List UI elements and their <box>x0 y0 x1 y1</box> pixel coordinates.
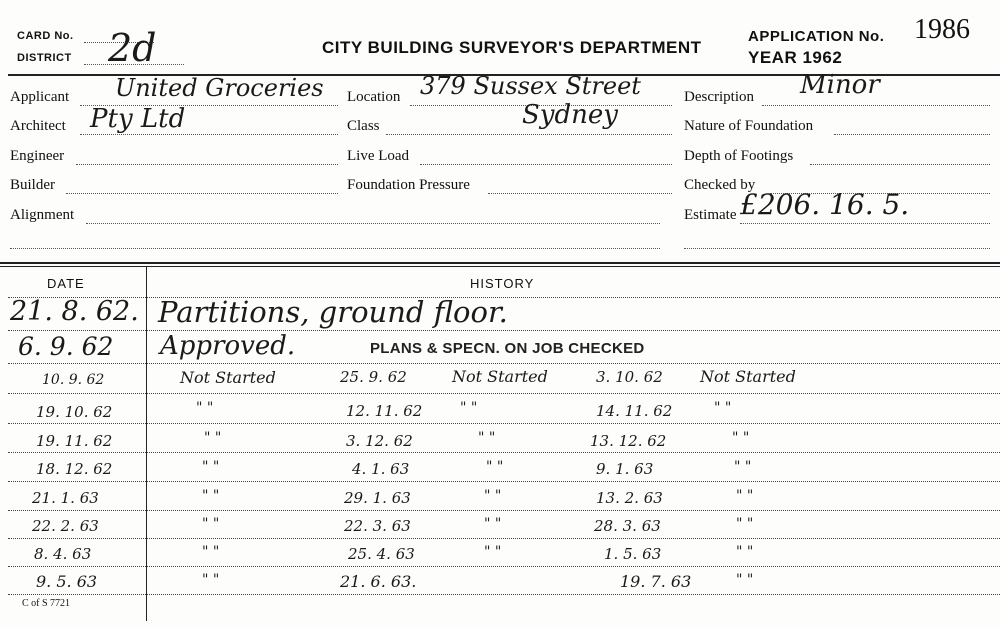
row-entry: Not Started <box>700 367 796 386</box>
row-date-2: 29. 1. 63 <box>344 489 411 507</box>
ditto-mark: " " <box>204 430 222 446</box>
table-top-rule-2 <box>0 266 1000 267</box>
row-line <box>8 452 1000 453</box>
ditto-mark: " " <box>484 516 502 532</box>
location-label: Location <box>347 89 401 105</box>
row-date: 8. 4. 63 <box>34 545 92 563</box>
description-label: Description <box>684 89 754 105</box>
row-date-2: 21. 6. 63. <box>340 572 417 591</box>
estimate-line-2 <box>684 248 990 249</box>
application-number: 1986 <box>914 14 970 45</box>
date-header: DATE <box>47 276 85 291</box>
application-label: APPLICATION No. <box>748 28 885 45</box>
class-line <box>386 134 672 135</box>
row-line <box>8 423 1000 424</box>
nature-of-foundation-label: Nature of Foundation <box>684 118 814 134</box>
table-top-rule <box>0 262 1000 264</box>
row-line <box>8 510 1000 511</box>
ditto-mark: " " <box>202 544 220 560</box>
form-code: C of S 7721 <box>22 598 71 609</box>
row-date: 19. 10. 62 <box>36 403 113 421</box>
architect-line <box>80 134 338 135</box>
row-date-3: 14. 11. 62 <box>596 402 673 420</box>
location-value: 379 Sussex Street <box>420 72 641 100</box>
builder-label: Builder <box>10 177 55 193</box>
date-column-divider <box>146 266 147 621</box>
engineer-line <box>76 164 338 165</box>
row-date: 21. 8. 62. <box>10 296 139 327</box>
row-entry: Approved. <box>160 331 296 361</box>
year-label: YEAR 1962 <box>748 48 843 67</box>
ditto-mark: " " <box>202 459 220 475</box>
location-value-2: Sydney <box>522 100 618 130</box>
row-date: 9. 5. 63 <box>36 572 98 591</box>
row-date-3: 3. 10. 62 <box>596 368 663 386</box>
district-value: 2d <box>108 26 157 70</box>
ditto-mark: " " <box>460 400 478 416</box>
ditto-mark: " " <box>478 430 496 446</box>
row-entry: Not Started <box>452 367 548 386</box>
ditto-mark: " " <box>736 572 754 588</box>
live-load-label: Live Load <box>347 148 410 164</box>
row-line <box>8 330 1000 331</box>
row-date-2: 3. 12. 62 <box>346 432 413 450</box>
row-entry: Partitions, ground floor. <box>158 295 508 329</box>
row-date: 10. 9. 62 <box>42 372 105 388</box>
description-value: Minor <box>800 70 880 100</box>
row-date-3: 1. 5. 63 <box>604 545 662 563</box>
estimate-line <box>740 223 990 224</box>
row-date-3: 13. 12. 62 <box>590 432 667 450</box>
applicant-label: Applicant <box>10 89 70 105</box>
plans-checked-stamp: PLANS & SPECN. ON JOB CHECKED <box>370 340 645 357</box>
depth-of-footings-label: Depth of Footings <box>684 148 794 164</box>
ditto-mark: " " <box>202 488 220 504</box>
row-line <box>8 363 1000 364</box>
architect-value: Pty Ltd <box>90 104 186 134</box>
row-date: 6. 9. 62 <box>18 332 114 361</box>
row-line <box>8 594 1000 595</box>
ditto-mark: " " <box>196 400 214 416</box>
ditto-mark: " " <box>486 459 504 475</box>
row-date-3: 19. 7. 63 <box>620 572 692 591</box>
engineer-label: Engineer <box>10 148 65 164</box>
row-line <box>8 538 1000 539</box>
ditto-mark: " " <box>736 544 754 560</box>
class-label: Class <box>347 118 380 134</box>
ditto-mark: " " <box>732 430 750 446</box>
ditto-mark: " " <box>734 459 752 475</box>
estimate-value: £206. 16. 5. <box>740 188 910 221</box>
builder-line <box>66 193 338 194</box>
row-date-2: 25. 4. 63 <box>348 545 415 563</box>
depth-line <box>810 164 990 165</box>
ditto-mark: " " <box>202 572 220 588</box>
row-line <box>8 393 1000 394</box>
row-date-2: 4. 1. 63 <box>352 460 410 478</box>
department-title: CITY BUILDING SURVEYOR'S DEPARTMENT <box>322 38 702 57</box>
ditto-mark: " " <box>714 400 732 416</box>
estimate-label: Estimate <box>684 207 737 223</box>
ditto-mark: " " <box>736 516 754 532</box>
alignment-line <box>86 223 660 224</box>
row-date-2: 25. 9. 62 <box>340 368 407 386</box>
architect-label: Architect <box>10 118 66 134</box>
foundation-pressure-label: Foundation Pressure <box>347 177 470 193</box>
alignment-label: Alignment <box>10 207 75 223</box>
live-load-line <box>420 164 672 165</box>
row-entry: Not Started <box>180 368 276 387</box>
checked-by-label: Checked by <box>684 177 756 193</box>
row-date-2: 22. 3. 63 <box>344 517 411 535</box>
row-line <box>8 566 1000 567</box>
row-date: 19. 11. 62 <box>36 432 113 450</box>
foundation-pressure-line <box>488 193 672 194</box>
row-date-3: 13. 2. 63 <box>596 489 663 507</box>
row-date: 18. 12. 62 <box>36 460 113 478</box>
description-line <box>762 105 990 106</box>
row-date-3: 9. 1. 63 <box>596 460 654 478</box>
row-date-3: 28. 3. 63 <box>594 517 661 535</box>
row-date: 21. 1. 63 <box>32 489 99 507</box>
row-date-2: 12. 11. 62 <box>346 402 423 420</box>
row-line <box>8 481 1000 482</box>
row-date: 22. 2. 63 <box>32 517 99 535</box>
nature-line <box>834 134 990 135</box>
ditto-mark: " " <box>736 488 754 504</box>
ditto-mark: " " <box>202 516 220 532</box>
history-header: HISTORY <box>470 276 535 291</box>
ditto-mark: " " <box>484 488 502 504</box>
ditto-mark: " " <box>484 544 502 560</box>
district-label: DISTRICT <box>17 52 72 64</box>
applicant-value: United Groceries <box>115 74 324 102</box>
alignment-line-2 <box>10 248 660 249</box>
card-no-label: CARD No. <box>17 30 74 42</box>
